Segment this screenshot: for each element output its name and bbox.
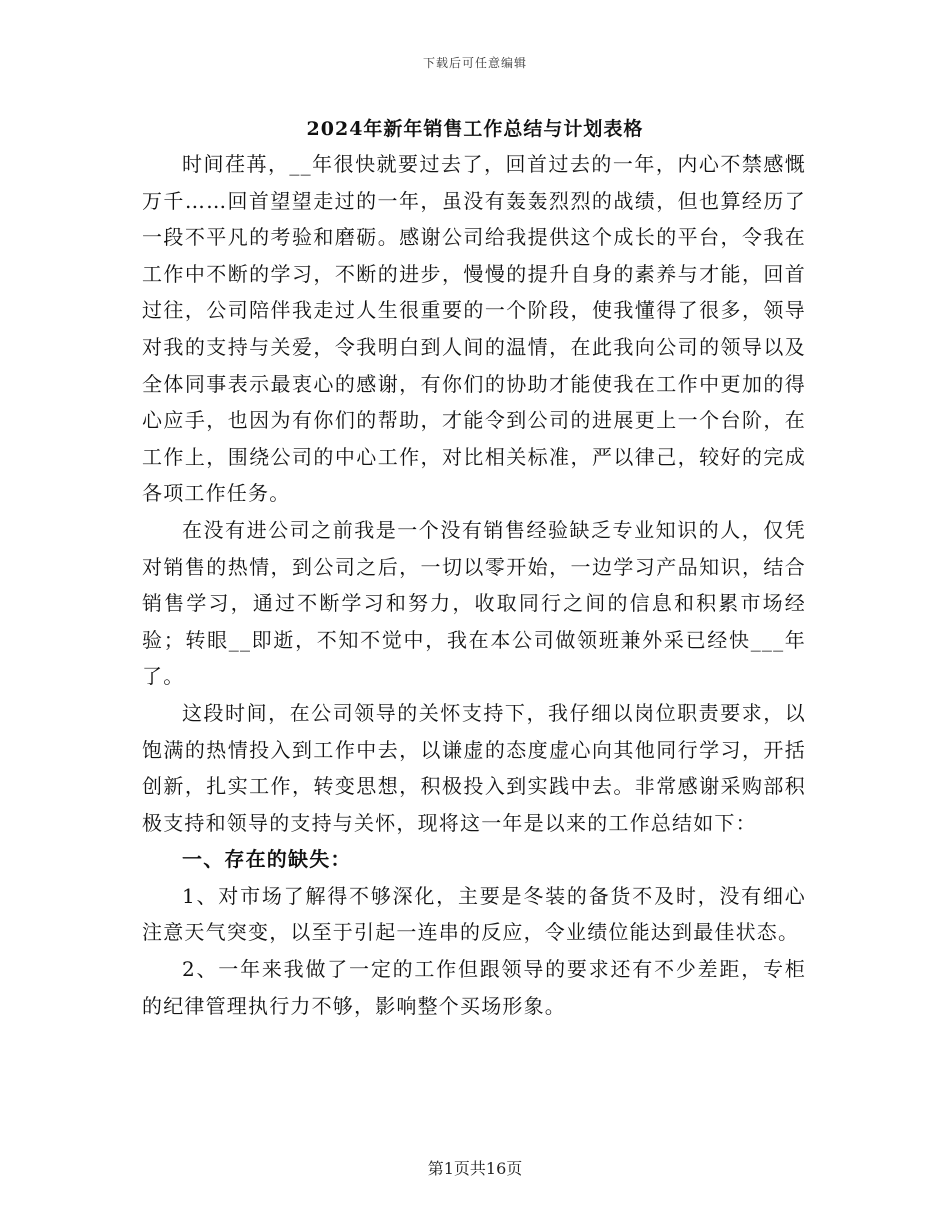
document-body (142, 146, 806, 1024)
list-item: 1、对市场了解得不够深化，主要是冬装的备货不及时，没有细心注意天气突变，以至于引起一连串的反应，令业绩位能达到最佳状态。 (142, 883, 806, 945)
list-item: 2、一年来我做了一定的工作但跟领导的要求还有不少差距，专柜的纪律管理执行力不够，影响整个买场形象。 (142, 957, 806, 1018)
section-heading: 一、存在的缺失： (182, 847, 352, 872)
document-title: 2024年新年销售工作总结与计划表格 (306, 118, 644, 140)
body-paragraph: 这段时间，在公司领导的关怀支持下，我仔细以岗位职责要求，以饱满的热情投入到工作中去，以谦虚的态度虚心向其他同行学习，开括创新，扎实工作，转变思想，积极投入到实践中去。非常感谢采购部积极支持和领导的支持与关怀，现将这一年是以来的工作总结如下： (142, 700, 806, 835)
page-number: 第1页共16页 (427, 1159, 523, 1178)
body-paragraph: 在没有进公司之前我是一个没有销售经验缺乏专业知识的人，仅凭对销售的热情，到公司之后，一切以零开始，一边学习产品知识，结合销售学习，通过不断学习和努力，收取同行之间的信息和积累市场经验；转眼__即逝，不知不觉中，我在本公司做领班兼外采已经快___年了。 (142, 517, 806, 689)
header-note: 下载后可任意编辑 (422, 56, 527, 70)
body-paragraph: 时间荏苒，__年很快就要过去了，回首过去的一年，内心不禁感慨万千……回首望望走过的一年，虽没有轰轰烈烈的战绩，但也算经历了一段不平凡的考验和磨砺。感谢公司给我提供这个成长的平台，令我在工作中不断的学习，不断的进步，慢慢的提升自身的素养与才能，回首过往，公司陪伴我走过人生很重要的一个阶段，使我懂得了很多，领导对我的支持与关爱，令我明白到人间的温情，在此我向公司的领导以及全体同事表示最衷心的感谢，有你们的协助才能使我在工作中更加的得心应手，也因为有你们的帮助，才能令到公司的进展更上一个台阶，在工作上，围绕公司的中心工作，对比相关标准，严以律己，较好的完成各项工作任务。 (142, 152, 806, 506)
